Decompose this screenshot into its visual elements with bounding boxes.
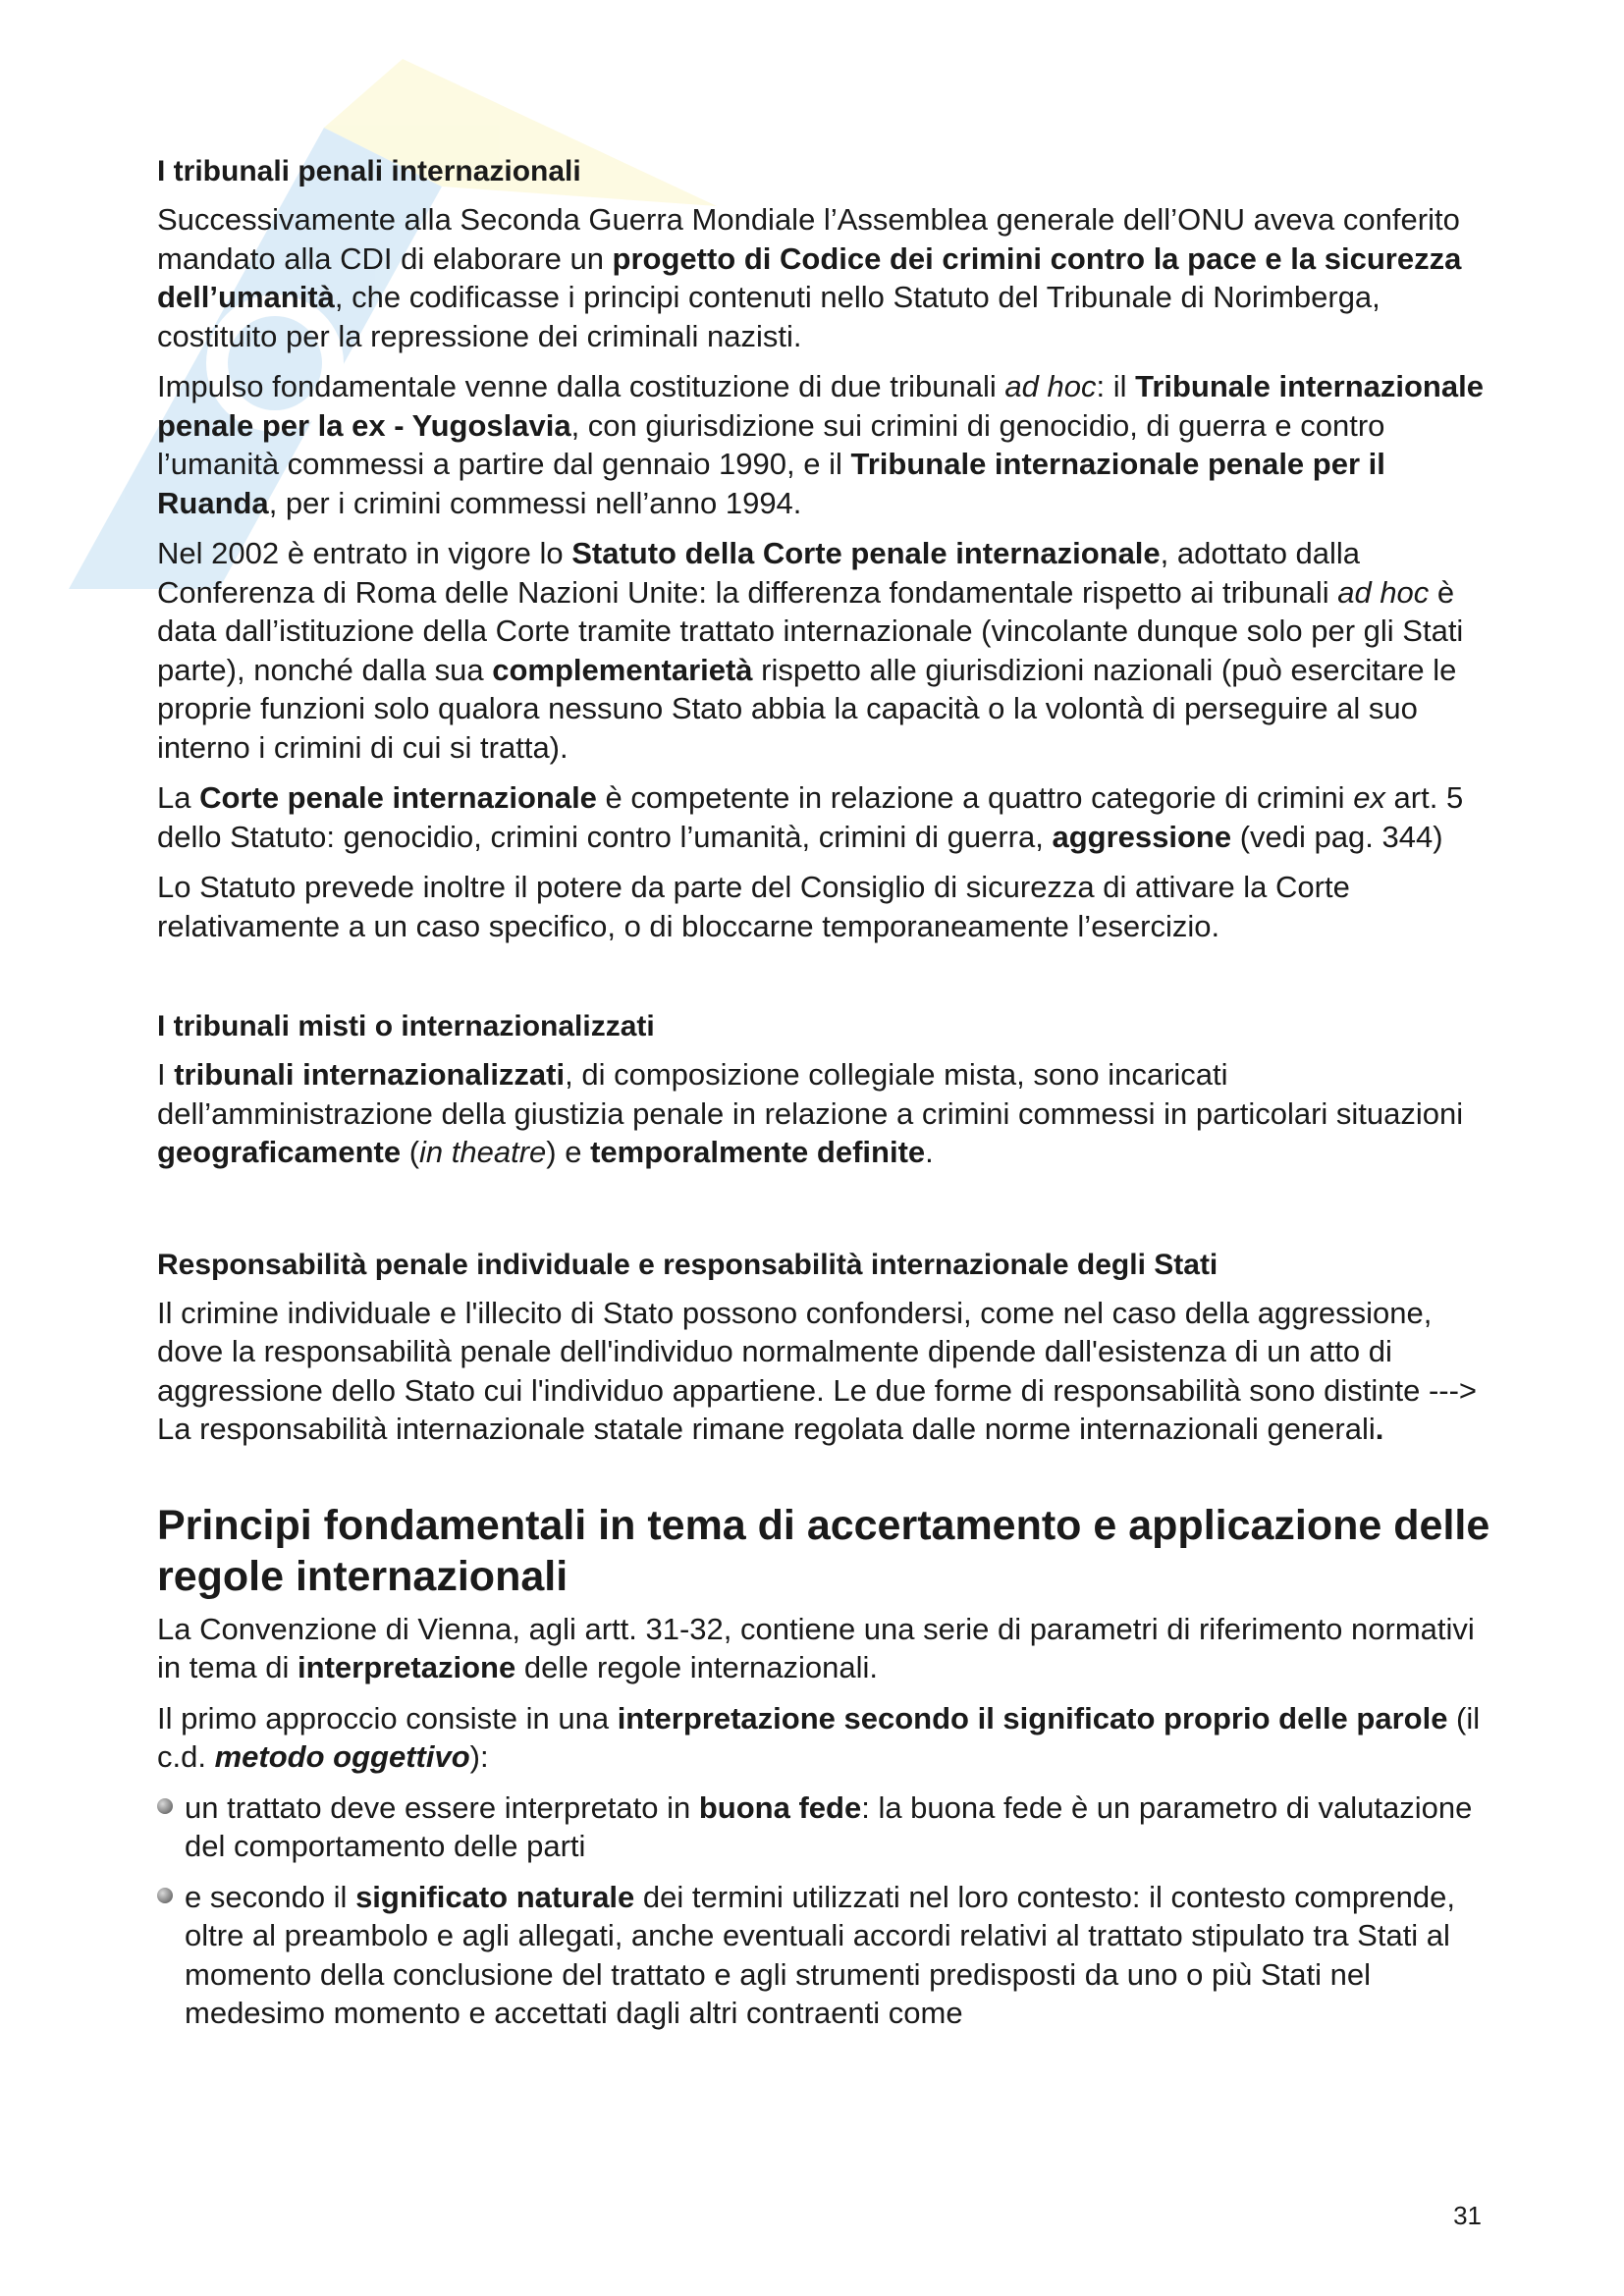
section-heading-tribunali-misti: I tribunali misti o internazionalizzati bbox=[157, 1010, 655, 1042]
page-number: 31 bbox=[1453, 2201, 1482, 2230]
text: delle regole internazionali. bbox=[515, 1650, 879, 1684]
paragraph-convenzione-vienna bbox=[157, 1610, 1492, 1687]
paragraph-metodo-oggettivo bbox=[157, 1699, 1492, 1777]
text: Il crimine individuale e l'illecito di Stato possono confondersi, come nel caso della aggressione, dove la responsabilità penale dell'individuo normalmente dipende dall'esistenza di un atto di aggressione dello Stato cui l'individuo appartiene. Le due forme di responsabilità sono distinte ---> La responsabilità internazionale statale rimane regolata dalle norme internazionali generali bbox=[157, 1295, 1478, 1446]
list-item bbox=[157, 1789, 1492, 1866]
paragraph-ad-hoc-tribunals bbox=[157, 367, 1492, 522]
italic-text: in theatre bbox=[419, 1135, 547, 1169]
text: La bbox=[157, 780, 200, 815]
text: ): bbox=[469, 1739, 489, 1774]
bullet-icon bbox=[157, 1798, 173, 1814]
text: ( bbox=[401, 1135, 420, 1169]
paragraph-competenza-corte bbox=[157, 778, 1492, 856]
bold-text: Statuto della Corte penale internazionale bbox=[571, 536, 1161, 570]
bold-text: buona fede bbox=[698, 1789, 862, 1825]
bold-text: . bbox=[1375, 1412, 1384, 1446]
bold-text: geograficamente bbox=[157, 1135, 402, 1169]
text: I bbox=[157, 1057, 175, 1092]
text: , di composizione collegiale mista, sono incaricati dell’amministrazione della giustizia penale in relazione a crimini commessi in particolari situazioni bbox=[157, 1057, 1464, 1131]
text: , adottato dalla Conferenza di Roma delle Nazioni Unite: la differenza fondamentale rispetto ai tribunali bbox=[157, 536, 1361, 610]
text: dei termini utilizzati nel loro contesto: il contesto comprende, oltre al preambolo e agli allegati, anche eventuali accordi relativi al trattato stipulato tra Stati al momento della conclusione del trattato e agli strumenti predisposti da uno o più Stati nel medesimo momento e accettati dagli altri contraenti come bbox=[185, 1879, 1455, 2030]
text: : la buona fede è un parametro di valutazione del comportamento delle parti bbox=[185, 1789, 1473, 1863]
text: è data dall’istituzione della Corte tramite trattato internazionale (vincolante dunque solo per gli Stati parte), nonché dalla sua bbox=[157, 574, 1464, 687]
text: , con giurisdizione sui crimini di genocidio, di guerra e contro l’umanità commessi a partire dal gennaio 1990, e il bbox=[157, 407, 1385, 481]
text: art. 5 dello Statuto: genocidio, crimini contro l’umanità, crimini di guerra, bbox=[157, 780, 1464, 854]
paragraph-consiglio-sicurezza: Lo Statuto prevede inoltre il potere da parte del Consiglio di sicurezza di attivare la Corte relativamente a un caso specifico, o di bloccarne temporaneamente l’esercizio. bbox=[157, 870, 1350, 943]
text: . bbox=[925, 1135, 934, 1169]
bold-text: interpretazione secondo il significato proprio delle parole bbox=[617, 1700, 1448, 1735]
bold-text: temporalmente definite bbox=[590, 1135, 926, 1169]
bullet-list bbox=[157, 1789, 1492, 2033]
text: (vedi pag. 344) bbox=[1231, 819, 1443, 854]
text: e secondo il bbox=[185, 1879, 356, 1914]
text: Il primo approccio consiste in una bbox=[157, 1700, 618, 1735]
text: rispetto alle giurisdizioni nazionali (può esercitare le proprie funzioni solo qualora nessuno Stato abbia la capacità o la volontà di perseguire al suo interno i crimini di cui si tratta). bbox=[157, 652, 1457, 765]
italic-text: ad hoc bbox=[1337, 574, 1430, 610]
text: Nel 2002 è entrato in vigore lo bbox=[157, 536, 572, 570]
text: : il bbox=[1096, 369, 1136, 403]
bold-text: complementarietà bbox=[492, 652, 753, 687]
text: La Convenzione di Vienna, agli artt. 31-32, contiene una serie di parametri di riferimento normativi in tema di bbox=[157, 1611, 1475, 1684]
bold-text: progetto di Codice dei crimini contro la pace e la sicurezza dell’umanità bbox=[157, 240, 1462, 314]
paragraph-cdi-mandate bbox=[157, 200, 1492, 355]
bold-text: interpretazione bbox=[298, 1650, 516, 1684]
bold-text: tribunali internazionalizzati bbox=[174, 1057, 566, 1092]
text: è competente in relazione a quattro categorie di crimini bbox=[596, 780, 1354, 815]
paragraph-responsabilita bbox=[157, 1294, 1492, 1449]
text: , per i crimini commessi nell’anno 1994. bbox=[268, 485, 802, 520]
bold-text: Corte penale internazionale bbox=[199, 780, 597, 815]
section-heading-tribunali-penali: I tribunali penali internazionali bbox=[157, 155, 581, 187]
page-content bbox=[157, 153, 1492, 2045]
text: Successivamente alla Seconda Guerra Mondiale l’Assemblea generale dell’ONU aveva conferito mandato alla CDI di elaborare un bbox=[157, 202, 1460, 276]
text: , che codificasse i principi contenuti nello Statuto del Tribunale di Norimberga, costituito per la repressione dei criminali nazisti. bbox=[157, 280, 1380, 353]
bold-text: aggressione bbox=[1052, 819, 1232, 854]
bullet-icon bbox=[157, 1888, 173, 1903]
text: Impulso fondamentale venne dalla costituzione di due tribunali bbox=[157, 369, 1005, 403]
bold-text: Tribunale internazionale penale per il Ruanda bbox=[157, 447, 1385, 520]
text: un trattato deve essere interpretato in bbox=[185, 1789, 699, 1825]
italic-text: ex bbox=[1353, 780, 1385, 815]
section-heading-responsabilita: Responsabilità penale individuale e responsabilità internazionale degli Stati bbox=[157, 1248, 1218, 1281]
paragraph-statuto-corte bbox=[157, 534, 1492, 767]
list-item bbox=[157, 1878, 1492, 2033]
chapter-heading-principi: Principi fondamentali in tema di accertamento e applicazione delle regole internazionali bbox=[157, 1501, 1490, 1600]
text: ) e bbox=[546, 1135, 591, 1169]
text: (il c.d. bbox=[157, 1700, 1481, 1774]
bold-text: significato naturale bbox=[355, 1879, 635, 1914]
bold-text: Tribunale internazionale penale per la ex - Yugoslavia bbox=[157, 369, 1484, 443]
italic-text: ad hoc bbox=[1004, 369, 1097, 403]
paragraph-tribunali-internazionalizzati bbox=[157, 1055, 1492, 1172]
bold-italic-text: metodo oggettivo bbox=[214, 1739, 470, 1774]
